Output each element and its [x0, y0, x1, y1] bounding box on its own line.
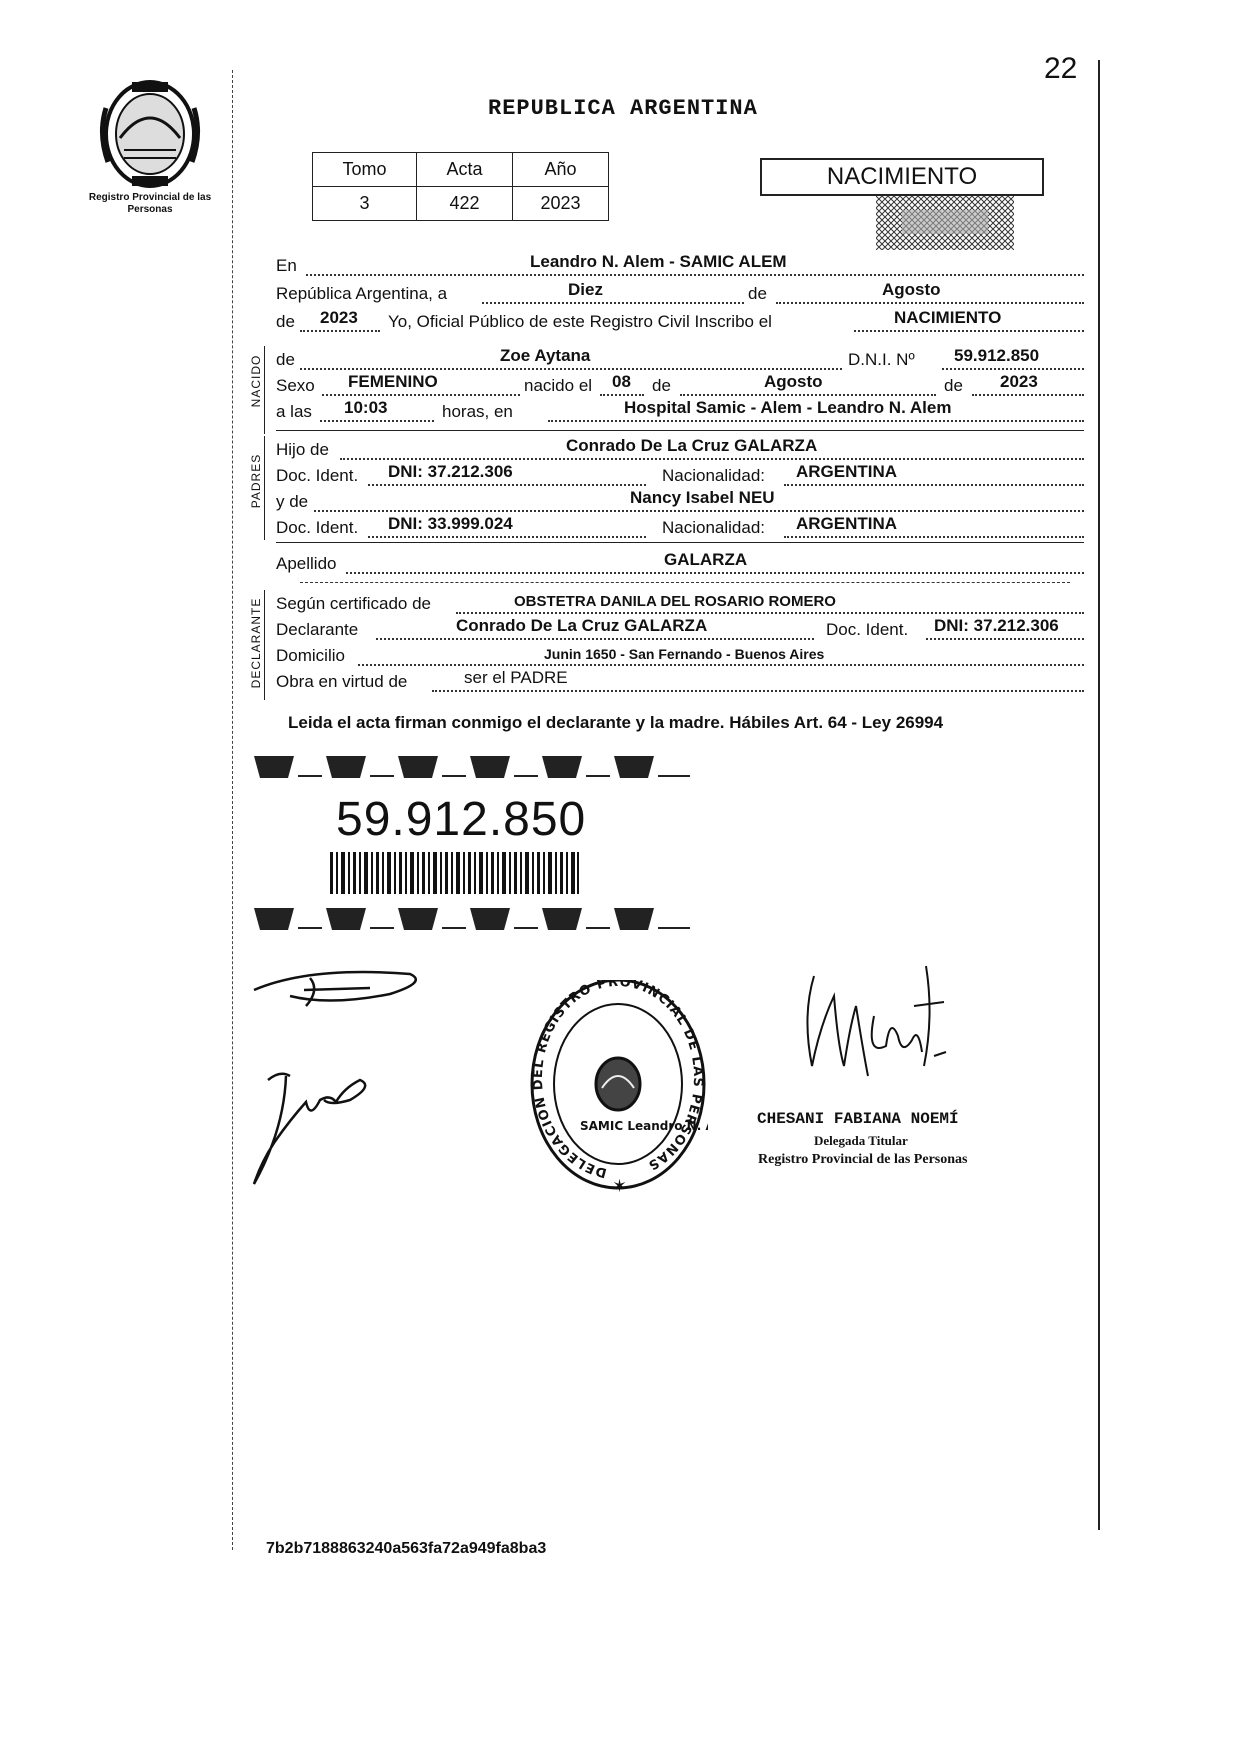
row-inscripcion: [276, 310, 1084, 336]
svg-text:✶: ✶: [612, 1176, 628, 1197]
dotted-line: [320, 420, 434, 422]
section-rule: [276, 430, 1084, 431]
label-declarante: Declarante: [276, 620, 359, 639]
label-doc-declarante: Doc. Ident.: [826, 620, 909, 639]
value-apellido: GALARZA: [664, 550, 748, 569]
side-label-declarante: DECLARANTE: [249, 597, 263, 689]
official-office: Registro Provincial de las Personas: [758, 1152, 968, 1167]
dotted-line: [600, 394, 644, 396]
row-declarante: [276, 618, 1084, 644]
value-acta: 422: [417, 187, 513, 221]
value-en: Leandro N. Alem - SAMIC ALEM: [530, 252, 787, 271]
value-inscribo: NACIMIENTO: [894, 308, 1002, 327]
label-horas: horas, en: [442, 402, 513, 421]
official-role: Delegada Titular: [814, 1133, 908, 1148]
label-hijo: Hijo de: [276, 440, 329, 459]
row-apellido: [276, 552, 1084, 578]
registry-label: Registro Provincial de las Personas: [88, 192, 212, 215]
section-divider: [264, 346, 265, 434]
label-nac-mother: Nacionalidad:: [662, 518, 766, 537]
label-de-birth-year: de: [944, 376, 963, 395]
value-father-doc: DNI: 37.212.306: [388, 462, 513, 481]
value-day: Diez: [568, 280, 603, 299]
closing-text: Leida el acta firman conmigo el declarante y la madre. Hábiles Art. 64 - Ley 26994: [288, 713, 944, 732]
dotted-line: [314, 510, 1084, 512]
header-tomo: Tomo: [313, 153, 417, 187]
label-republica: República Argentina, a: [276, 284, 448, 303]
reference-table-value-row: [313, 187, 609, 221]
value-sexo: FEMENINO: [348, 372, 438, 391]
row-obra: [276, 670, 1084, 696]
value-mother-nationality: ARGENTINA: [796, 514, 898, 533]
section-rule: [300, 582, 1070, 583]
row-sexo: [276, 374, 1084, 400]
dotted-line: [432, 690, 1084, 692]
value-dni: 59.912.850: [954, 346, 1040, 365]
label-nac-father: Nacionalidad:: [662, 466, 766, 485]
dotted-line: [306, 274, 1084, 276]
label-apellido: Apellido: [276, 554, 337, 573]
right-border-line: [1098, 60, 1100, 1530]
page-number: 22: [1044, 52, 1078, 85]
header-anio: Año: [513, 153, 609, 187]
label-domicilio: Domicilio: [276, 646, 345, 665]
security-strip-icon: [254, 754, 694, 780]
dotted-line: [368, 536, 646, 538]
delegation-stamp-icon: [528, 980, 708, 1200]
row-madre: [276, 490, 1084, 516]
label-certificado: Según certificado de: [276, 594, 431, 613]
value-mother-name: Nancy Isabel NEU: [630, 488, 775, 507]
row-nombre: [276, 348, 1084, 374]
label-de-month: de: [652, 376, 671, 395]
dotted-line: [300, 368, 842, 370]
label-de-year: de: [276, 312, 295, 331]
value-time: 10:03: [344, 398, 388, 417]
label-nombre: de: [276, 350, 295, 369]
dotted-line: [358, 664, 1084, 666]
label-inscribo: Yo, Oficial Público de este Registro Civil Inscribo el: [388, 312, 772, 331]
dotted-line: [368, 484, 646, 486]
label-alas: a las: [276, 402, 312, 421]
header-acta: Acta: [417, 153, 513, 187]
value-obra: ser el PADRE: [464, 668, 568, 687]
value-mother-doc: DNI: 33.999.024: [388, 514, 513, 533]
label-sexo: Sexo: [276, 376, 315, 395]
value-declarante: Conrado De La Cruz GALARZA: [456, 616, 708, 635]
row-padre: [276, 438, 1084, 464]
side-label-nacido: NACIDO: [249, 354, 263, 408]
section-divider: [264, 436, 265, 540]
value-anio: 2023: [513, 187, 609, 221]
reference-table: [312, 152, 609, 221]
record-type-box: NACIMIENTO: [760, 158, 1044, 196]
row-domicilio: [276, 644, 1084, 670]
section-rule: [276, 542, 1084, 543]
value-domicilio: Junin 1650 - San Fernando - Buenos Aires: [544, 646, 825, 662]
dotted-line: [784, 484, 1084, 486]
dotted-line: [322, 394, 520, 396]
dotted-line: [482, 302, 744, 304]
label-doc-mother: Doc. Ident.: [276, 518, 359, 537]
declarant-signature-icon: [250, 960, 430, 1020]
document-title: REPUBLICA ARGENTINA: [488, 96, 758, 121]
dotted-line: [346, 572, 1084, 574]
security-strip-icon: [254, 906, 694, 932]
row-en: [276, 254, 1084, 280]
dotted-line: [972, 394, 1084, 396]
value-certificado: OBSTETRA DANILA DEL ROSARIO ROMERO: [514, 593, 836, 610]
dni-large-number: 59.912.850: [336, 793, 587, 846]
reference-table-header-row: [313, 153, 609, 187]
label-yde: y de: [276, 492, 309, 511]
row-padre-doc: [276, 464, 1084, 490]
row-certificado: [276, 592, 1084, 618]
value-birth-month: Agosto: [764, 372, 823, 391]
dotted-line: [340, 458, 1084, 460]
value-birth-year: 2023: [1000, 372, 1038, 391]
dotted-line: [776, 302, 1084, 304]
dotted-line: [548, 420, 1084, 422]
mother-signature-icon: [250, 1060, 380, 1190]
value-birth-day: 08: [612, 372, 631, 391]
section-divider: [264, 590, 265, 700]
value-year: 2023: [320, 308, 358, 327]
label-doc-father: Doc. Ident.: [276, 466, 359, 485]
dotted-line: [376, 638, 814, 640]
row-fecha: [276, 282, 1084, 308]
value-tomo: 3: [313, 187, 417, 221]
label-dni: D.N.I. Nº: [848, 350, 915, 369]
provincial-seal-icon: [94, 78, 206, 190]
value-father-nationality: ARGENTINA: [796, 462, 898, 481]
dotted-line: [456, 612, 1084, 614]
dotted-line: [942, 368, 1084, 370]
value-nombre: Zoe Aytana: [500, 346, 591, 365]
security-stamp-icon: [876, 196, 1014, 250]
value-month: Agosto: [882, 280, 941, 299]
svg-text:SAMIC Leandro N. Alem: SAMIC Leandro N.: [580, 1119, 702, 1133]
row-madre-doc: [276, 516, 1084, 542]
row-hora-lugar: [276, 400, 1084, 426]
value-father-name: Conrado De La Cruz GALARZA: [566, 436, 818, 455]
svg-text:DELEGACION DEL REGISTRO PROVIN: DELEGACION DEL REGISTRO PROVINCIAL DE LAS PERSONAS: [530, 980, 706, 1181]
left-fold-line: [232, 70, 233, 1550]
official-name: CHESANI FABIANA NOEMÍ: [757, 1110, 959, 1128]
value-declarante-doc: DNI: 37.212.306: [934, 616, 1059, 635]
side-label-padres: PADRES: [249, 453, 263, 509]
dotted-line: [680, 394, 936, 396]
label-obra: Obra en virtud de: [276, 672, 408, 691]
label-de: de: [748, 284, 767, 303]
label-en: En: [276, 256, 297, 275]
document-hash: 7b2b7188863240a563fa72a949fa8ba3: [266, 1540, 547, 1557]
value-place: Hospital Samic - Alem - Leandro N. Alem: [624, 398, 952, 417]
label-nacido: nacido el: [524, 376, 593, 395]
dotted-line: [784, 536, 1084, 538]
dotted-line: [854, 330, 1084, 332]
dotted-line: [926, 638, 1084, 640]
barcode-icon: [330, 852, 580, 894]
dotted-line: [300, 330, 380, 332]
